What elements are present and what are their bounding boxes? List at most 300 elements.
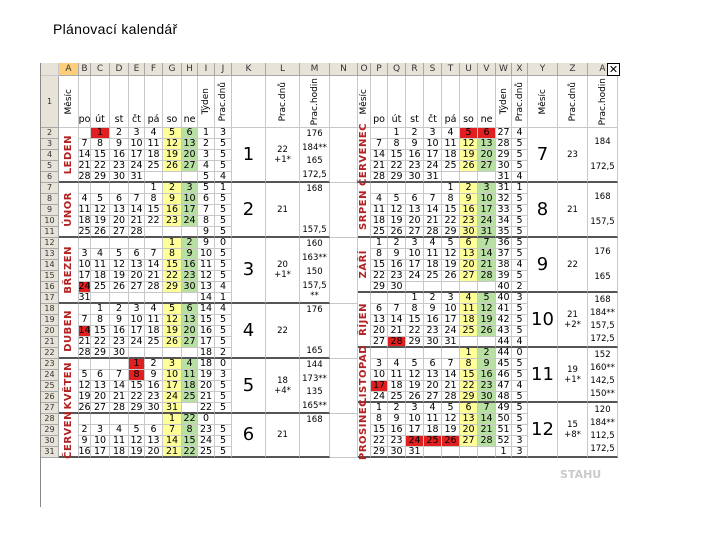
- day-cell[interactable]: 4: [442, 128, 460, 139]
- day-cell[interactable]: 9: [478, 359, 496, 370]
- row-header[interactable]: 20: [41, 326, 59, 337]
- day-cell[interactable]: 15: [406, 315, 424, 326]
- day-cell[interactable]: 13: [129, 260, 145, 271]
- column-header-m[interactable]: M: [300, 63, 330, 76]
- day-cell[interactable]: 9: [388, 249, 406, 260]
- day-cell[interactable]: 17: [406, 425, 424, 436]
- day-cell[interactable]: 6: [460, 238, 478, 249]
- day-cell[interactable]: 28: [388, 337, 406, 348]
- row-header[interactable]: 6: [41, 172, 59, 183]
- day-cell[interactable]: 1: [145, 183, 163, 194]
- day-cell[interactable]: 27: [110, 227, 129, 238]
- day-cell[interactable]: 14: [163, 436, 182, 447]
- day-cell[interactable]: 10: [406, 414, 424, 425]
- day-cell[interactable]: 17: [78, 270, 91, 281]
- row-header[interactable]: 22: [41, 348, 59, 359]
- day-cell[interactable]: 24: [478, 216, 496, 227]
- day-cell[interactable]: 12: [163, 139, 182, 150]
- day-cell[interactable]: 7: [424, 194, 442, 205]
- day-cell[interactable]: 19: [388, 216, 406, 227]
- column-header-n[interactable]: N: [330, 63, 358, 76]
- day-cell[interactable]: 20: [371, 326, 388, 337]
- day-cell[interactable]: 16: [406, 150, 424, 161]
- day-cell[interactable]: 5: [478, 293, 496, 304]
- day-cell[interactable]: 2: [163, 183, 182, 194]
- day-cell[interactable]: 21: [478, 425, 496, 436]
- row-header[interactable]: 8: [41, 194, 59, 205]
- day-cell[interactable]: 19: [110, 271, 129, 282]
- day-cell[interactable]: [460, 447, 478, 458]
- day-cell[interactable]: 30: [145, 403, 163, 414]
- day-cell[interactable]: 2: [79, 425, 91, 436]
- row-header[interactable]: 28: [41, 414, 59, 425]
- day-cell[interactable]: 2: [110, 304, 129, 315]
- day-cell[interactable]: 22: [145, 216, 163, 227]
- day-cell[interactable]: 8: [129, 370, 145, 381]
- row-header[interactable]: 24: [41, 370, 59, 381]
- day-cell[interactable]: 28: [129, 227, 145, 238]
- day-cell[interactable]: 24: [406, 436, 424, 447]
- row-header[interactable]: 16: [41, 282, 59, 293]
- day-cell[interactable]: 16: [78, 445, 91, 457]
- day-cell[interactable]: 12: [91, 205, 110, 216]
- day-cell[interactable]: 5: [129, 425, 145, 436]
- day-cell[interactable]: 18: [91, 271, 110, 282]
- day-cell[interactable]: 10: [163, 370, 182, 381]
- day-cell[interactable]: 16: [182, 260, 198, 271]
- day-cell[interactable]: 14: [371, 150, 388, 161]
- day-cell[interactable]: 21: [424, 216, 442, 227]
- day-cell[interactable]: 15: [371, 260, 388, 271]
- day-cell[interactable]: 8: [371, 414, 388, 425]
- day-cell[interactable]: 23: [145, 392, 163, 403]
- day-cell[interactable]: 13: [91, 381, 110, 392]
- day-cell[interactable]: 10: [371, 370, 388, 381]
- day-cell[interactable]: 7: [388, 304, 406, 315]
- day-cell[interactable]: 7: [371, 139, 388, 150]
- day-cell[interactable]: 3: [182, 183, 198, 194]
- day-cell[interactable]: 25: [424, 271, 442, 282]
- column-header-z[interactable]: Z: [558, 63, 588, 76]
- day-cell[interactable]: 6: [424, 359, 442, 370]
- day-cell[interactable]: 14: [442, 370, 460, 381]
- day-cell[interactable]: 7: [79, 139, 91, 150]
- day-cell[interactable]: [145, 227, 163, 238]
- day-cell[interactable]: 30: [478, 392, 496, 403]
- day-cell[interactable]: 18: [78, 215, 91, 226]
- day-cell[interactable]: 16: [388, 425, 406, 436]
- day-cell[interactable]: 24: [406, 271, 424, 282]
- day-cell[interactable]: 12: [442, 249, 460, 260]
- column-header-w[interactable]: W: [496, 63, 512, 76]
- day-cell[interactable]: 25: [91, 282, 110, 293]
- row-header[interactable]: 1: [41, 76, 59, 128]
- day-cell[interactable]: 20: [145, 447, 163, 458]
- day-cell[interactable]: 8: [91, 315, 110, 326]
- day-cell[interactable]: 16: [163, 205, 182, 216]
- day-cell[interactable]: 28: [478, 271, 496, 282]
- day-cell[interactable]: 24: [371, 392, 388, 403]
- day-cell[interactable]: 25: [182, 392, 198, 403]
- day-cell[interactable]: 19: [460, 150, 478, 161]
- day-cell[interactable]: 31: [442, 337, 460, 348]
- day-cell[interactable]: 27: [182, 161, 198, 172]
- day-cell[interactable]: 15: [460, 370, 478, 381]
- day-cell[interactable]: 16: [388, 260, 406, 271]
- day-cell[interactable]: 23: [110, 337, 129, 348]
- day-cell[interactable]: 26: [460, 161, 478, 172]
- day-cell[interactable]: 28: [110, 403, 129, 414]
- column-header-g[interactable]: G: [163, 63, 182, 76]
- column-header-o[interactable]: O: [358, 63, 371, 76]
- day-cell[interactable]: 1: [91, 128, 110, 139]
- day-cell[interactable]: 19: [163, 150, 182, 161]
- day-cell[interactable]: 1: [163, 414, 182, 425]
- day-cell[interactable]: 20: [478, 150, 496, 161]
- day-cell[interactable]: 5: [110, 249, 129, 260]
- column-header-v[interactable]: V: [478, 63, 496, 76]
- day-cell[interactable]: 2: [406, 128, 424, 139]
- day-cell[interactable]: 29: [388, 172, 406, 183]
- day-cell[interactable]: 2: [388, 403, 406, 414]
- day-cell[interactable]: 26: [163, 337, 182, 348]
- day-cell[interactable]: 21: [478, 260, 496, 271]
- day-cell[interactable]: 18: [442, 150, 460, 161]
- day-cell[interactable]: 6: [110, 194, 129, 205]
- row-header[interactable]: 9: [41, 205, 59, 216]
- day-cell[interactable]: 26: [442, 436, 460, 447]
- select-all-corner[interactable]: [41, 63, 59, 76]
- day-cell[interactable]: 25: [424, 436, 442, 447]
- day-cell[interactable]: 10: [129, 315, 145, 326]
- day-cell[interactable]: 23: [163, 216, 182, 227]
- day-cell[interactable]: 10: [91, 436, 110, 447]
- row-header[interactable]: 23: [41, 359, 59, 370]
- day-cell[interactable]: 3: [163, 359, 182, 370]
- day-cell[interactable]: 18: [145, 150, 163, 161]
- day-cell[interactable]: 12: [442, 414, 460, 425]
- day-cell[interactable]: 22: [91, 337, 110, 348]
- day-cell[interactable]: 27: [406, 227, 424, 238]
- day-cell[interactable]: 6: [182, 128, 198, 139]
- day-cell[interactable]: 30: [110, 348, 129, 359]
- day-cell[interactable]: 9: [110, 139, 129, 150]
- day-cell[interactable]: 22: [460, 381, 478, 392]
- day-cell[interactable]: 19: [78, 391, 91, 402]
- day-cell[interactable]: 11: [78, 204, 91, 215]
- day-cell[interactable]: 19: [442, 260, 460, 271]
- column-header-q[interactable]: Q: [388, 63, 406, 76]
- day-cell[interactable]: 16: [145, 381, 163, 392]
- day-cell[interactable]: 3: [406, 238, 424, 249]
- column-header-e[interactable]: E: [129, 63, 145, 76]
- day-cell[interactable]: 26: [442, 271, 460, 282]
- row-header[interactable]: 17: [41, 293, 59, 304]
- day-cell[interactable]: 19: [91, 216, 110, 227]
- day-cell[interactable]: 23: [460, 216, 478, 227]
- column-header-a[interactable]: A: [59, 63, 79, 76]
- day-cell[interactable]: 9: [110, 315, 129, 326]
- day-cell[interactable]: 20: [110, 216, 129, 227]
- column-header-t[interactable]: T: [442, 63, 460, 76]
- row-header[interactable]: 29: [41, 425, 59, 436]
- day-cell[interactable]: 3: [91, 425, 110, 436]
- day-cell[interactable]: 24: [182, 216, 198, 227]
- day-cell[interactable]: 20: [182, 326, 198, 337]
- day-cell[interactable]: 25: [442, 161, 460, 172]
- day-cell[interactable]: 21: [145, 271, 163, 282]
- day-cell[interactable]: 26: [91, 227, 110, 238]
- day-cell[interactable]: 31: [163, 403, 182, 414]
- row-header[interactable]: 25: [41, 381, 59, 392]
- day-cell[interactable]: 5: [460, 128, 478, 139]
- day-cell[interactable]: 13: [406, 205, 424, 216]
- day-cell[interactable]: 20: [424, 381, 442, 392]
- day-cell[interactable]: 8: [442, 194, 460, 205]
- day-cell[interactable]: 1: [442, 183, 460, 194]
- day-cell[interactable]: 22: [371, 436, 388, 447]
- day-cell[interactable]: 10: [424, 139, 442, 150]
- day-cell[interactable]: 8: [182, 425, 198, 436]
- day-cell[interactable]: 26: [406, 392, 424, 403]
- day-cell[interactable]: 9: [388, 414, 406, 425]
- day-cell[interactable]: 16: [460, 205, 478, 216]
- day-cell[interactable]: 6: [182, 304, 198, 315]
- day-cell[interactable]: 8: [91, 139, 110, 150]
- row-header[interactable]: 15: [41, 271, 59, 282]
- day-cell[interactable]: 21: [163, 447, 182, 458]
- day-cell[interactable]: 10: [182, 194, 198, 205]
- day-cell[interactable]: 23: [388, 436, 406, 447]
- day-cell[interactable]: 18: [182, 381, 198, 392]
- day-cell[interactable]: 18: [424, 425, 442, 436]
- day-cell[interactable]: 2: [460, 183, 478, 194]
- day-cell[interactable]: 2: [388, 238, 406, 249]
- day-cell[interactable]: 13: [460, 414, 478, 425]
- day-cell[interactable]: 24: [442, 326, 460, 337]
- day-cell[interactable]: 2: [145, 359, 163, 370]
- day-cell[interactable]: 30: [388, 282, 406, 293]
- day-cell[interactable]: 3: [442, 293, 460, 304]
- column-header-h[interactable]: H: [182, 63, 198, 76]
- column-header-s[interactable]: S: [424, 63, 442, 76]
- day-cell[interactable]: 1: [460, 348, 478, 359]
- day-cell[interactable]: 3: [129, 128, 145, 139]
- day-cell[interactable]: 13: [145, 436, 163, 447]
- day-cell[interactable]: 26: [163, 161, 182, 172]
- day-cell[interactable]: 28: [145, 282, 163, 293]
- day-cell[interactable]: 31: [78, 291, 91, 303]
- day-cell[interactable]: 14: [478, 414, 496, 425]
- day-cell[interactable]: 20: [460, 425, 478, 436]
- day-cell[interactable]: 20: [91, 392, 110, 403]
- day-cell[interactable]: 27: [478, 161, 496, 172]
- day-cell[interactable]: 6: [460, 403, 478, 414]
- day-cell[interactable]: 27: [460, 271, 478, 282]
- day-cell[interactable]: 14: [388, 315, 406, 326]
- day-cell[interactable]: 29: [163, 282, 182, 293]
- day-cell[interactable]: 18: [145, 326, 163, 337]
- day-cell[interactable]: 29: [91, 172, 110, 183]
- day-cell[interactable]: 10: [406, 249, 424, 260]
- day-cell[interactable]: 1: [129, 359, 145, 370]
- day-cell[interactable]: 23: [424, 326, 442, 337]
- day-cell[interactable]: 7: [442, 359, 460, 370]
- day-cell[interactable]: 17: [129, 150, 145, 161]
- day-cell[interactable]: 24: [424, 161, 442, 172]
- day-cell[interactable]: 8: [163, 249, 182, 260]
- day-cell[interactable]: 11: [182, 370, 198, 381]
- day-cell[interactable]: 28: [442, 392, 460, 403]
- day-cell[interactable]: 13: [182, 315, 198, 326]
- day-cell[interactable]: 21: [78, 160, 91, 171]
- day-cell[interactable]: 2: [424, 293, 442, 304]
- day-cell[interactable]: 30: [406, 172, 424, 183]
- day-cell[interactable]: 6: [145, 425, 163, 436]
- day-cell[interactable]: 17: [129, 326, 145, 337]
- day-cell[interactable]: 9: [79, 436, 91, 447]
- day-cell[interactable]: 12: [78, 380, 91, 391]
- day-cell[interactable]: 15: [163, 260, 182, 271]
- day-cell[interactable]: 20: [460, 260, 478, 271]
- day-cell[interactable]: 17: [91, 447, 110, 458]
- day-cell[interactable]: 5: [91, 194, 110, 205]
- day-cell[interactable]: 11: [424, 414, 442, 425]
- day-cell[interactable]: 13: [182, 139, 198, 150]
- row-header[interactable]: 2: [41, 128, 59, 139]
- column-header-l[interactable]: L: [266, 63, 300, 76]
- day-cell[interactable]: 24: [163, 392, 182, 403]
- column-header-x[interactable]: X: [512, 63, 528, 76]
- day-cell[interactable]: 23: [406, 161, 424, 172]
- day-cell[interactable]: 11: [145, 139, 163, 150]
- day-cell[interactable]: 29: [442, 227, 460, 238]
- day-cell[interactable]: 11: [110, 436, 129, 447]
- day-cell[interactable]: 13: [424, 370, 442, 381]
- day-cell[interactable]: 20: [406, 216, 424, 227]
- column-header-p[interactable]: P: [371, 63, 388, 76]
- column-header-j[interactable]: J: [215, 63, 232, 76]
- day-cell[interactable]: 31: [424, 172, 442, 183]
- day-cell[interactable]: 14: [478, 249, 496, 260]
- day-cell[interactable]: 16: [110, 326, 129, 337]
- row-header[interactable]: 26: [41, 392, 59, 403]
- day-cell[interactable]: 14: [110, 381, 129, 392]
- row-header[interactable]: 27: [41, 403, 59, 414]
- day-cell[interactable]: 17: [182, 205, 198, 216]
- day-cell[interactable]: 3: [424, 128, 442, 139]
- day-cell[interactable]: 5: [79, 370, 91, 381]
- day-cell[interactable]: 31: [406, 447, 424, 458]
- day-cell[interactable]: 24: [78, 281, 91, 292]
- day-cell[interactable]: 26: [478, 326, 496, 337]
- day-cell[interactable]: 5: [406, 359, 424, 370]
- day-cell[interactable]: 11: [91, 260, 110, 271]
- row-header[interactable]: 3: [41, 139, 59, 150]
- day-cell[interactable]: 12: [110, 260, 129, 271]
- day-cell[interactable]: 23: [388, 271, 406, 282]
- day-cell[interactable]: 7: [478, 403, 496, 414]
- day-cell[interactable]: 11: [388, 370, 406, 381]
- day-cell[interactable]: 10: [442, 304, 460, 315]
- day-cell[interactable]: 4: [424, 238, 442, 249]
- day-cell[interactable]: 11: [460, 304, 478, 315]
- spreadsheet-calendar[interactable]: [40, 63, 615, 507]
- row-header[interactable]: 5: [41, 161, 59, 172]
- day-cell[interactable]: 28: [478, 436, 496, 447]
- day-cell[interactable]: 21: [388, 326, 406, 337]
- day-cell[interactable]: 8: [388, 139, 406, 150]
- day-cell[interactable]: 1: [163, 238, 182, 249]
- column-header-k[interactable]: K: [232, 63, 266, 76]
- day-cell[interactable]: 17: [442, 315, 460, 326]
- day-cell[interactable]: 12: [406, 370, 424, 381]
- day-cell[interactable]: 7: [478, 238, 496, 249]
- day-cell[interactable]: 4: [79, 194, 91, 205]
- day-cell[interactable]: [442, 447, 460, 458]
- day-cell[interactable]: 11: [371, 205, 388, 216]
- day-cell[interactable]: 20: [129, 271, 145, 282]
- day-cell[interactable]: 17: [371, 381, 388, 392]
- day-cell[interactable]: 18: [110, 447, 129, 458]
- day-cell[interactable]: 23: [110, 161, 129, 172]
- day-cell[interactable]: 10: [129, 139, 145, 150]
- day-cell[interactable]: 4: [145, 304, 163, 315]
- day-cell[interactable]: 13: [371, 315, 388, 326]
- day-cell[interactable]: 20: [182, 150, 198, 161]
- day-cell[interactable]: 14: [424, 205, 442, 216]
- day-cell[interactable]: 8: [371, 249, 388, 260]
- day-cell[interactable]: 19: [442, 425, 460, 436]
- row-header[interactable]: 13: [41, 249, 59, 260]
- day-cell[interactable]: 22: [182, 414, 198, 425]
- row-header[interactable]: 10: [41, 216, 59, 227]
- day-cell[interactable]: 4: [182, 359, 198, 370]
- day-cell[interactable]: 27: [91, 403, 110, 414]
- day-cell[interactable]: 14: [129, 205, 145, 216]
- day-cell[interactable]: 18: [424, 260, 442, 271]
- day-cell[interactable]: 25: [388, 392, 406, 403]
- day-cell[interactable]: 7: [110, 370, 129, 381]
- day-cell[interactable]: 19: [163, 326, 182, 337]
- day-cell[interactable]: 21: [442, 381, 460, 392]
- day-cell[interactable]: 9: [460, 194, 478, 205]
- day-cell[interactable]: 21: [110, 392, 129, 403]
- day-cell[interactable]: 7: [163, 425, 182, 436]
- day-cell[interactable]: 14: [78, 149, 91, 160]
- day-cell[interactable]: 17: [163, 381, 182, 392]
- column-header-d[interactable]: D: [110, 63, 129, 76]
- day-cell[interactable]: 18: [460, 315, 478, 326]
- row-header[interactable]: 12: [41, 238, 59, 249]
- day-cell[interactable]: 11: [424, 249, 442, 260]
- day-cell[interactable]: 28: [371, 172, 388, 183]
- day-cell[interactable]: 26: [110, 282, 129, 293]
- day-cell[interactable]: 18: [388, 381, 406, 392]
- day-cell[interactable]: 21: [371, 161, 388, 172]
- day-cell[interactable]: 2: [478, 348, 496, 359]
- day-cell[interactable]: 21: [78, 336, 91, 347]
- row-header[interactable]: 18: [41, 304, 59, 315]
- close-icon[interactable]: ✕: [608, 63, 619, 76]
- row-header[interactable]: 31: [41, 447, 59, 458]
- day-cell[interactable]: 22: [91, 161, 110, 172]
- day-cell[interactable]: 25: [371, 227, 388, 238]
- day-cell[interactable]: 8: [460, 359, 478, 370]
- day-cell[interactable]: 6: [91, 370, 110, 381]
- day-cell[interactable]: 4: [91, 249, 110, 260]
- day-cell[interactable]: 30: [424, 337, 442, 348]
